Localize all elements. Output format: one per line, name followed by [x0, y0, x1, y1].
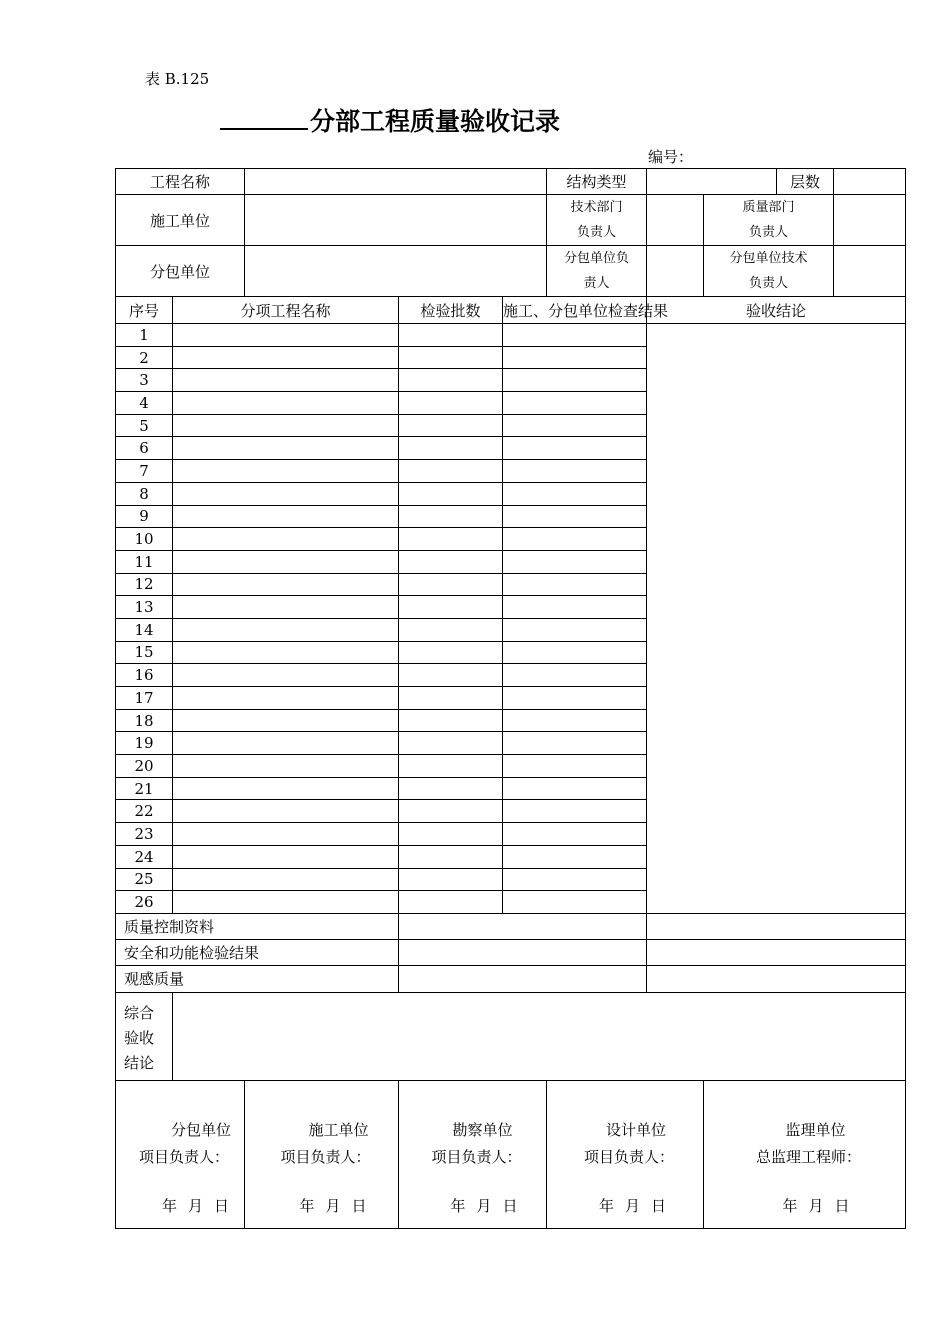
row-item-name-field[interactable] [173, 414, 399, 437]
row-batches-field[interactable] [399, 573, 503, 596]
row-item-name-field[interactable] [173, 482, 399, 505]
date-day: 日 [651, 1196, 668, 1215]
tech-head-field[interactable] [647, 195, 704, 246]
overall-conclusion-label [116, 992, 173, 1080]
safety-results-label: 安全和功能检验结果 [116, 939, 399, 965]
signature-role: 项目负责人： [584, 1147, 675, 1166]
col-seq: 序号 [116, 297, 173, 324]
signature-date [399, 1167, 546, 1216]
appearance-field[interactable] [399, 965, 647, 992]
quality-head-label-line1: 质量部门 [742, 200, 795, 215]
sub-head-label-line1: 分包单位负 [564, 251, 630, 266]
tech-head-label [547, 195, 647, 246]
sub-head-field[interactable] [647, 246, 704, 297]
sub-tech-label-line2: 负责人 [749, 276, 789, 291]
info-row-project [116, 169, 906, 195]
signature-date [116, 1167, 244, 1216]
row-seq: 16 [116, 664, 173, 687]
row-check-result-field[interactable] [503, 868, 647, 891]
signature-survey[interactable] [399, 1080, 547, 1228]
signature-unit: 分包单位 [171, 1120, 232, 1139]
row-item-name-field[interactable] [173, 732, 399, 755]
row-item-name-field[interactable] [173, 618, 399, 641]
col-conclusion: 验收结论 [647, 297, 906, 324]
row-item-name-field[interactable] [173, 845, 399, 868]
row-batches-field[interactable] [399, 392, 503, 415]
safety-results-row [116, 939, 906, 965]
row-seq: 9 [116, 505, 173, 528]
row-seq: 13 [116, 596, 173, 619]
table-row [116, 324, 906, 347]
row-seq: 23 [116, 823, 173, 846]
row-item-name-field[interactable] [173, 346, 399, 369]
row-batches-field[interactable] [399, 868, 503, 891]
row-seq: 11 [116, 550, 173, 573]
date-day: 日 [834, 1196, 851, 1215]
quality-head-label [704, 195, 834, 246]
date-month: 月 [188, 1196, 205, 1215]
row-batches-field[interactable] [399, 324, 503, 347]
row-item-name-field[interactable] [173, 550, 399, 573]
date-month: 月 [808, 1196, 825, 1215]
inspection-form [115, 168, 906, 1229]
row-item-name-field[interactable] [173, 324, 399, 347]
structure-type-label: 结构类型 [547, 169, 647, 195]
row-check-result-field[interactable] [503, 346, 647, 369]
row-item-name-field[interactable] [173, 596, 399, 619]
signature-unit: 设计单位 [606, 1120, 667, 1139]
construction-unit-field[interactable] [245, 195, 547, 246]
sub-unit-label: 分包单位 [116, 246, 245, 297]
signature-date [245, 1167, 398, 1216]
row-check-result-field[interactable] [503, 596, 647, 619]
row-check-result-field[interactable] [503, 618, 647, 641]
quality-head-label-line2: 负责人 [749, 225, 789, 240]
quality-docs-field[interactable] [399, 913, 647, 939]
row-seq: 21 [116, 777, 173, 800]
date-year: 年 [161, 1196, 178, 1215]
title-text: 分部工程质量验收记录 [310, 107, 561, 136]
signature-sub-unit[interactable] [116, 1080, 245, 1228]
row-item-name-field[interactable] [173, 437, 399, 460]
row-item-name-field[interactable] [173, 891, 399, 914]
row-check-result-field[interactable] [503, 664, 647, 687]
row-check-result-field[interactable] [503, 482, 647, 505]
row-check-result-field[interactable] [503, 573, 647, 596]
project-name-field[interactable] [245, 169, 547, 195]
signature-date [547, 1167, 703, 1216]
sub-head-label [547, 246, 647, 297]
sub-head-label-line2: 责人 [583, 276, 610, 291]
title-blank-field[interactable] [220, 106, 308, 130]
row-seq: 24 [116, 845, 173, 868]
quality-docs-conclusion[interactable] [647, 913, 906, 939]
row-batches-field[interactable] [399, 687, 503, 710]
quality-docs-row [116, 913, 906, 939]
floors-label: 层数 [777, 169, 834, 195]
row-check-result-field[interactable] [503, 414, 647, 437]
tech-head-label-line1: 技术部门 [570, 200, 623, 215]
row-check-result-field[interactable] [503, 755, 647, 778]
row-batches-field[interactable] [399, 845, 503, 868]
row-check-result-field[interactable] [503, 732, 647, 755]
row-seq: 7 [116, 460, 173, 483]
date-year: 年 [782, 1196, 799, 1215]
row-batches-field[interactable] [399, 664, 503, 687]
row-check-result-field[interactable] [503, 392, 647, 415]
date-year: 年 [299, 1196, 316, 1215]
row-check-result-field[interactable] [503, 324, 647, 347]
column-header-row [116, 297, 906, 324]
appearance-row [116, 965, 906, 992]
row-batches-field[interactable] [399, 369, 503, 392]
safety-results-conclusion[interactable] [647, 939, 906, 965]
row-batches-field[interactable] [399, 505, 503, 528]
row-item-name-field[interactable] [173, 528, 399, 551]
row-batches-field[interactable] [399, 777, 503, 800]
row-item-name-field[interactable] [173, 369, 399, 392]
overall-conclusion-field[interactable] [173, 992, 906, 1080]
form-body [116, 169, 906, 1229]
conclusion-field[interactable] [647, 324, 906, 914]
info-row-subcontractor [116, 246, 906, 297]
row-seq: 22 [116, 800, 173, 823]
date-month: 月 [476, 1196, 493, 1215]
row-check-result-field[interactable] [503, 369, 647, 392]
signature-role: 项目负责人： [431, 1147, 522, 1166]
row-batches-field[interactable] [399, 414, 503, 437]
row-item-name-field[interactable] [173, 755, 399, 778]
signature-supervision[interactable] [704, 1080, 906, 1228]
row-seq: 4 [116, 392, 173, 415]
row-seq: 14 [116, 618, 173, 641]
row-batches-field[interactable] [399, 755, 503, 778]
row-batches-field[interactable] [399, 550, 503, 573]
row-item-name-field[interactable] [173, 505, 399, 528]
row-batches-field[interactable] [399, 641, 503, 664]
row-batches-field[interactable] [399, 460, 503, 483]
row-seq: 26 [116, 891, 173, 914]
row-item-name-field[interactable] [173, 800, 399, 823]
row-seq: 15 [116, 641, 173, 664]
row-seq: 17 [116, 687, 173, 710]
floors-field[interactable] [834, 169, 906, 195]
appearance-conclusion[interactable] [647, 965, 906, 992]
overall-conclusion-row [116, 992, 906, 1080]
row-item-name-field[interactable] [173, 641, 399, 664]
structure-type-field[interactable] [647, 169, 777, 195]
row-check-result-field[interactable] [503, 460, 647, 483]
row-check-result-field[interactable] [503, 823, 647, 846]
row-batches-field[interactable] [399, 346, 503, 369]
signature-unit: 勘察单位 [452, 1120, 513, 1139]
row-seq: 25 [116, 868, 173, 891]
row-item-name-field[interactable] [173, 460, 399, 483]
row-batches-field[interactable] [399, 528, 503, 551]
row-item-name-field[interactable] [173, 392, 399, 415]
sub-tech-field[interactable] [834, 246, 906, 297]
quality-docs-label: 质量控制资料 [116, 913, 399, 939]
col-item-name: 分项工程名称 [173, 297, 399, 324]
sub-unit-field[interactable] [245, 246, 547, 297]
row-check-result-field[interactable] [503, 505, 647, 528]
row-batches-field[interactable] [399, 482, 503, 505]
row-check-result-field[interactable] [503, 709, 647, 732]
row-seq: 10 [116, 528, 173, 551]
col-check-result: 施工、分包单位检查结果 [503, 297, 647, 324]
overall-line2: 验收 [124, 1028, 155, 1047]
row-check-result-field[interactable] [503, 437, 647, 460]
signature-role: 项目负责人： [280, 1147, 371, 1166]
signature-row [116, 1080, 906, 1228]
row-batches-field[interactable] [399, 891, 503, 914]
col-batches: 检验批数 [399, 297, 503, 324]
tech-head-label-line2: 负责人 [577, 225, 617, 240]
row-batches-field[interactable] [399, 823, 503, 846]
row-seq: 6 [116, 437, 173, 460]
signature-role: 总监理工程师： [756, 1147, 862, 1166]
row-check-result-field[interactable] [503, 800, 647, 823]
page-title [220, 102, 560, 138]
date-day: 日 [502, 1196, 519, 1215]
signature-design[interactable] [547, 1080, 704, 1228]
overall-line3: 结论 [124, 1053, 155, 1072]
signature-date [704, 1167, 905, 1216]
row-seq: 5 [116, 414, 173, 437]
row-check-result-field[interactable] [503, 891, 647, 914]
row-item-name-field[interactable] [173, 664, 399, 687]
row-batches-field[interactable] [399, 800, 503, 823]
info-row-construction [116, 195, 906, 246]
row-batches-field[interactable] [399, 437, 503, 460]
signature-unit: 监理单位 [785, 1120, 846, 1139]
row-batches-field[interactable] [399, 732, 503, 755]
quality-head-field[interactable] [834, 195, 906, 246]
row-item-name-field[interactable] [173, 823, 399, 846]
signature-construction[interactable] [245, 1080, 399, 1228]
row-check-result-field[interactable] [503, 845, 647, 868]
row-seq: 8 [116, 482, 173, 505]
signature-unit: 施工单位 [308, 1120, 369, 1139]
row-check-result-field[interactable] [503, 687, 647, 710]
date-month: 月 [325, 1196, 342, 1215]
sub-tech-label [704, 246, 834, 297]
overall-line1: 综合 [124, 1003, 155, 1022]
row-item-name-field[interactable] [173, 777, 399, 800]
row-seq: 18 [116, 709, 173, 732]
sub-tech-label-line1: 分包单位技术 [729, 251, 808, 266]
row-item-name-field[interactable] [173, 687, 399, 710]
row-check-result-field[interactable] [503, 550, 647, 573]
row-batches-field[interactable] [399, 596, 503, 619]
row-seq: 20 [116, 755, 173, 778]
date-month: 月 [625, 1196, 642, 1215]
row-check-result-field[interactable] [503, 641, 647, 664]
row-check-result-field[interactable] [503, 528, 647, 551]
date-year: 年 [599, 1196, 616, 1215]
table-number: 表 B.125 [145, 70, 210, 88]
row-item-name-field[interactable] [173, 709, 399, 732]
row-seq: 3 [116, 369, 173, 392]
row-batches-field[interactable] [399, 618, 503, 641]
row-batches-field[interactable] [399, 709, 503, 732]
safety-results-field[interactable] [399, 939, 647, 965]
date-day: 日 [214, 1196, 231, 1215]
row-seq: 1 [116, 324, 173, 347]
row-seq: 19 [116, 732, 173, 755]
project-name-label: 工程名称 [116, 169, 245, 195]
date-year: 年 [450, 1196, 467, 1215]
row-item-name-field[interactable] [173, 573, 399, 596]
construction-unit-label: 施工单位 [116, 195, 245, 246]
row-check-result-field[interactable] [503, 777, 647, 800]
row-seq: 2 [116, 346, 173, 369]
date-day: 日 [351, 1196, 368, 1215]
appearance-label: 观感质量 [116, 965, 399, 992]
row-item-name-field[interactable] [173, 868, 399, 891]
row-seq: 12 [116, 573, 173, 596]
code-label: 编号： [648, 148, 694, 166]
signature-role: 项目负责人： [139, 1147, 230, 1166]
